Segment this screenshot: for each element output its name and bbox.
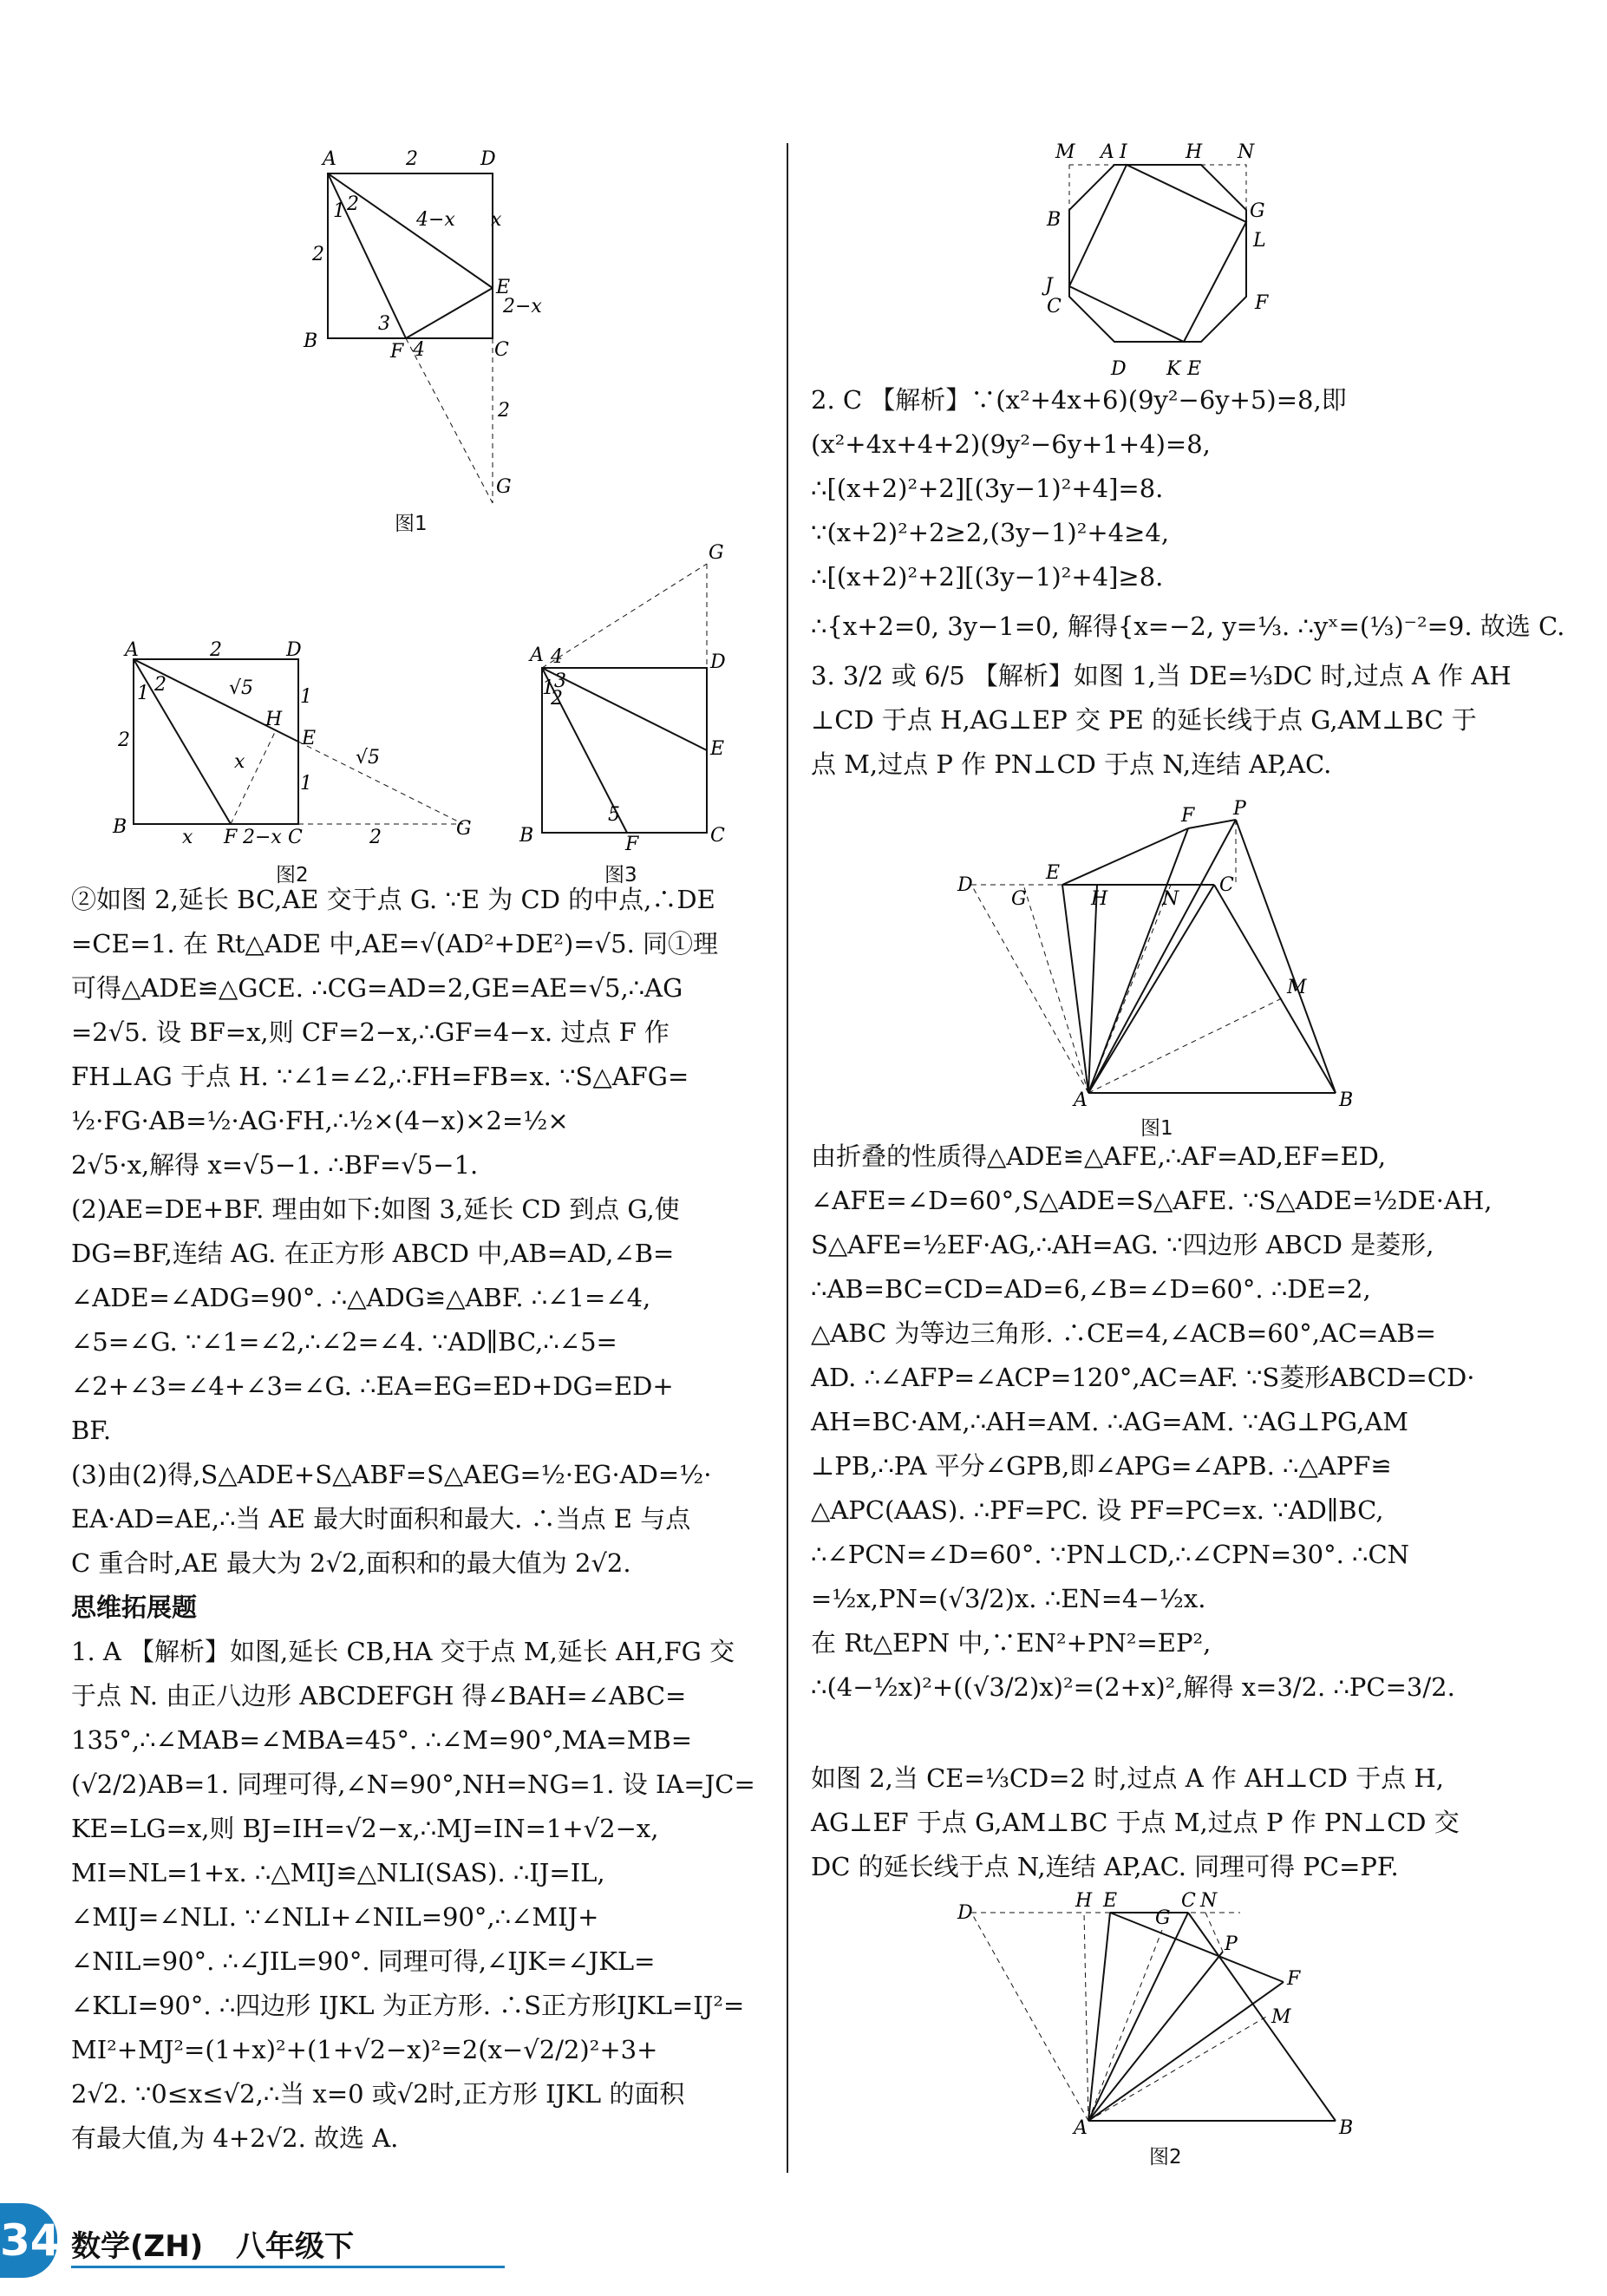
- svg-text:x: x: [491, 209, 502, 231]
- svg-text:H: H: [1075, 1890, 1093, 1912]
- figure-left-1: [295, 139, 555, 524]
- svg-text:H: H: [1091, 888, 1108, 910]
- figure-rhombus-2: [954, 1882, 1370, 2137]
- svg-text:N: N: [1162, 888, 1179, 910]
- svg-text:P: P: [1225, 1933, 1238, 1955]
- text-line: 3. 3/2 或 6/5 【解析】如图 1,当 DE=⅓DC 时,过点 A 作 AH: [811, 661, 1512, 690]
- text-line: ∠ADE=∠ADG=90°. ∴△ADG≌△ABF. ∴∠1=∠4,: [71, 1283, 651, 1312]
- text-line: 在 Rt△EPN 中,∵EN²+PN²=EP²,: [811, 1628, 1212, 1658]
- text-line: EA·AD=AE,∴当 AE 最大时面积和最大. ∴当点 E 与点: [71, 1504, 691, 1534]
- text-line: 点 M,过点 P 作 PN⊥CD 于点 N,连结 AP,AC.: [811, 749, 1332, 779]
- text-line: ½·FG·AB=½·AG·FH,∴½×(4−x)×2=½×: [71, 1106, 569, 1135]
- svg-text:D: D: [957, 1902, 973, 1924]
- text-line: ∠2+∠3=∠4+∠3=∠G. ∴EA=EG=ED+DG=ED+: [71, 1371, 674, 1401]
- svg-text:x: x: [182, 827, 193, 848]
- svg-text:2−x: 2−x: [243, 827, 282, 848]
- svg-text:K: K: [1166, 358, 1181, 380]
- column-divider: [787, 143, 788, 2173]
- figure-octagon: [1036, 139, 1297, 389]
- svg-text:√5: √5: [356, 747, 381, 769]
- svg-text:D: D: [710, 651, 726, 673]
- svg-text:2: 2: [118, 729, 130, 751]
- svg-text:1: 1: [300, 686, 312, 708]
- text-line: ∴∠PCN=∠D=60°. ∵PN⊥CD,∴∠CPN=30°. ∴CN: [811, 1540, 1410, 1569]
- svg-text:D: D: [1111, 358, 1127, 380]
- section-heading: 思维拓展题: [71, 1593, 198, 1622]
- svg-text:2: 2: [551, 688, 563, 710]
- svg-text:F: F: [1287, 1968, 1301, 1990]
- text-line: DC 的延长线于点 N,连结 AP,AC. 同理可得 PC=PF.: [811, 1852, 1399, 1881]
- text-line: =CE=1. 在 Rt△ADE 中,AE=√(AD²+DE²)=√5. 同①理: [71, 929, 718, 958]
- svg-text:1: 1: [333, 200, 345, 222]
- footer-title: [71, 2222, 376, 2265]
- svg-text:E: E: [1046, 862, 1061, 884]
- text-line: ∴{x+2=0, 3y−1=0, 解得{x=−2, y=⅓. ∴yˣ=(⅓)⁻²=9. 故选 C.: [811, 612, 1565, 641]
- svg-text:M: M: [1055, 141, 1075, 163]
- svg-text:F: F: [625, 834, 639, 855]
- svg-text:1: 1: [542, 677, 554, 699]
- svg-text:5: 5: [608, 804, 620, 826]
- text-line: △APC(AAS). ∴PF=PC. 设 PF=PC=x. ∵AD∥BC,: [811, 1495, 1384, 1525]
- svg-text:P: P: [1233, 798, 1246, 820]
- left-text-column: [71, 878, 765, 2161]
- text-line: 如图 2,当 CE=⅓CD=2 时,过点 A 作 AH⊥CD 于点 H,: [811, 1763, 1444, 1793]
- svg-text:2: 2: [312, 244, 324, 265]
- caption-fig2-left: 图2: [276, 864, 309, 886]
- svg-text:1: 1: [300, 773, 312, 795]
- page-number: 34: [0, 2203, 57, 2278]
- text-line: DG=BF,连结 AG. 在正方形 ABCD 中,AB=AD,∠B=: [71, 1239, 675, 1268]
- svg-text:H: H: [1186, 141, 1203, 163]
- footer-grade: 八年级下: [236, 2229, 355, 2264]
- text-line: ∴[(x+2)²+2][(3y−1)²+4]≥8.: [811, 562, 1164, 592]
- svg-text:A: A: [125, 639, 139, 661]
- svg-text:B: B: [1047, 209, 1062, 231]
- svg-text:F: F: [1255, 292, 1269, 314]
- svg-text:N: N: [1238, 141, 1255, 163]
- text-line: (2)AE=DE+BF. 理由如下:如图 3,延长 CD 到点 G,使: [71, 1194, 680, 1224]
- text-line: 135°,∴∠MAB=∠MBA=45°. ∴∠M=90°,MA=MB=: [71, 1725, 693, 1755]
- svg-text:H: H: [265, 709, 283, 730]
- svg-text:2: 2: [369, 827, 382, 848]
- text-line: ∠MIJ=∠NLI. ∵∠NLI+∠NIL=90°,∴∠MIJ+: [71, 1902, 599, 1932]
- svg-text:E: E: [1103, 1890, 1118, 1912]
- svg-text:E: E: [302, 728, 317, 749]
- svg-text:2: 2: [406, 148, 418, 170]
- svg-text:3: 3: [378, 313, 390, 335]
- svg-text:A: A: [323, 148, 336, 170]
- svg-text:I: I: [1120, 141, 1127, 163]
- svg-text:J: J: [1045, 275, 1053, 297]
- svg-text:G: G: [1011, 888, 1027, 910]
- text-line: △ABC 为等边三角形. ∴CE=4,∠ACB=60°,AC=AB=: [811, 1318, 1436, 1348]
- svg-text:B: B: [304, 330, 318, 352]
- svg-text:A: A: [1101, 141, 1114, 163]
- text-line: MI=NL=1+x. ∴△MIJ≌△NLI(SAS). ∴IJ=IL,: [71, 1858, 605, 1887]
- svg-text:2: 2: [154, 674, 167, 696]
- text-line: 可得△ADE≌△GCE. ∴CG=AD=2,GE=AE=√5,∴AG: [71, 973, 683, 1003]
- svg-text:M: M: [1271, 2006, 1291, 2028]
- right-text-column-c: [811, 1756, 1505, 1889]
- right-text-column-a: [811, 378, 1565, 787]
- right-text-column-b: [811, 1135, 1505, 1710]
- figure-rhombus-1: [954, 798, 1370, 1111]
- caption-fig2-right: 图2: [1149, 2146, 1182, 2168]
- text-line: ∠KLI=90°. ∴四边形 IJKL 为正方形. ∴S正方形IJKL=IJ²=: [71, 1991, 745, 2020]
- svg-text:2: 2: [498, 400, 510, 422]
- text-line: C 重合时,AE 最大为 2√2,面积和的最大值为 2√2.: [71, 1548, 631, 1578]
- caption-fig1-left: 图1: [395, 513, 428, 535]
- text-line: ∴AB=BC=CD=AD=6,∠B=∠D=60°. ∴DE=2,: [811, 1274, 1371, 1304]
- svg-text:F: F: [1181, 805, 1195, 827]
- text-line: AG⊥EF 于点 G,AM⊥BC 于点 M,过点 P 作 PN⊥CD 交: [811, 1808, 1460, 1837]
- text-line: 2√2. ∵0≤x≤√2,∴当 x=0 或√2时,正方形 IJKL 的面积: [71, 2079, 685, 2109]
- svg-text:E: E: [496, 277, 511, 298]
- svg-text:1: 1: [137, 683, 149, 704]
- text-line: AH=BC·AM,∴AH=AM. ∴AG=AM. ∵AG⊥PG,AM: [811, 1407, 1408, 1436]
- text-line: 有最大值,为 4+2√2. 故选 A.: [71, 2123, 399, 2153]
- text-line: 1. A 【解析】如图,延长 CB,HA 交于点 M,延长 AH,FG 交: [71, 1637, 735, 1666]
- svg-text:G: G: [456, 818, 472, 840]
- text-line: ②如图 2,延长 BC,AE 交于点 G. ∵E 为 CD 的中点,∴DE: [71, 885, 715, 914]
- svg-text:2: 2: [210, 639, 222, 661]
- svg-text:N: N: [1200, 1890, 1218, 1912]
- svg-text:B: B: [1339, 2117, 1354, 2139]
- text-line: ∠NIL=90°. ∴∠JIL=90°. 同理可得,∠IJK=∠JKL=: [71, 1946, 656, 1976]
- svg-text:A: A: [1074, 1089, 1088, 1111]
- text-line: (√2/2)AB=1. 同理可得,∠N=90°,NH=NG=1. 设 IA=JC=: [71, 1769, 755, 1799]
- text-line: 由折叠的性质得△ADE≌△AFE,∴AF=AD,EF=ED,: [811, 1141, 1387, 1171]
- svg-text:G: G: [496, 476, 512, 498]
- svg-text:C: C: [1181, 1890, 1196, 1912]
- caption-fig1-right: 图1: [1140, 1117, 1173, 1140]
- text-line: =½x,PN=(√3/2)x. ∴EN=4−½x.: [811, 1584, 1206, 1613]
- svg-text:G: G: [1250, 200, 1265, 222]
- text-line: ∴(4−½x)²+((√3/2)x)²=(2+x)²,解得 x=3/2. ∴PC=3/2.: [811, 1672, 1455, 1702]
- svg-text:C: C: [1219, 874, 1234, 896]
- text-line: BF.: [71, 1416, 112, 1445]
- text-line: (x²+4x+4+2)(9y²−6y+1+4)=8,: [811, 429, 1211, 459]
- text-line: ⊥PB,∴PA 平分∠GPB,即∠APG=∠APB. ∴△APF≌: [811, 1451, 1392, 1481]
- svg-text:F: F: [224, 827, 238, 848]
- svg-text:G: G: [1155, 1907, 1171, 1929]
- svg-text:F: F: [390, 341, 404, 363]
- text-line: ∠5=∠G. ∵∠1=∠2,∴∠2=∠4. ∵AD∥BC,∴∠5=: [71, 1327, 617, 1357]
- svg-text:M: M: [1287, 977, 1307, 998]
- text-line: MI²+MJ²=(1+x)²+(1+√2−x)²=2(x−√2/2)²+3+: [71, 2035, 658, 2064]
- svg-text:√5: √5: [229, 677, 254, 699]
- svg-text:D: D: [480, 148, 496, 170]
- svg-text:D: D: [957, 874, 973, 896]
- svg-text:4: 4: [413, 339, 425, 361]
- svg-text:A: A: [1074, 2117, 1088, 2139]
- svg-text:D: D: [286, 639, 302, 661]
- text-line: ⊥CD 于点 H,AG⊥EP 交 PE 的延长线于点 G,AM⊥BC 于: [811, 705, 1477, 735]
- text-line: 2. C 【解析】∵(x²+4x+6)(9y²−6y+5)=8,即: [811, 385, 1347, 415]
- svg-text:A: A: [530, 644, 544, 666]
- svg-text:L: L: [1253, 230, 1266, 252]
- svg-text:E: E: [1187, 358, 1202, 380]
- figure-left-2: [113, 639, 486, 854]
- text-line: 2√5·x,解得 x=√5−1. ∴BF=√5−1.: [71, 1150, 479, 1180]
- svg-text:G: G: [709, 542, 724, 564]
- svg-text:B: B: [1339, 1089, 1354, 1111]
- text-line: KE=LG=x,则 BJ=IH=√2−x,∴MJ=IN=1+√2−x,: [71, 1814, 659, 1843]
- svg-text:C: C: [494, 339, 509, 361]
- text-line: (3)由(2)得,S△ADE+S△ABF=S△AEG=½·EG·AD=½·: [71, 1460, 712, 1489]
- text-line: ∵(x+2)²+2≥2,(3y−1)²+4≥4,: [811, 518, 1170, 547]
- page-footer: [0, 2203, 520, 2281]
- figure-left-3: [516, 542, 741, 855]
- caption-fig3-left: 图3: [604, 864, 637, 886]
- svg-text:B: B: [113, 816, 127, 838]
- svg-text:2−x: 2−x: [503, 296, 542, 317]
- svg-text:C: C: [1047, 296, 1062, 317]
- svg-text:E: E: [710, 738, 725, 760]
- svg-text:4: 4: [551, 646, 563, 668]
- footer-subject: 数学(ZH): [71, 2229, 204, 2264]
- svg-text:B: B: [519, 825, 534, 847]
- footer-rule: [71, 2266, 505, 2268]
- text-line: FH⊥AG 于点 H. ∵∠1=∠2,∴FH=FB=x. ∵S△AFG=: [71, 1062, 689, 1091]
- svg-text:x: x: [234, 751, 245, 773]
- text-line: AD. ∴∠AFP=∠ACP=120°,AC=AF. ∵S菱形ABCD=CD·: [811, 1363, 1475, 1392]
- svg-text:3: 3: [554, 670, 566, 692]
- svg-text:C: C: [288, 827, 303, 848]
- text-line: ∴[(x+2)²+2][(3y−1)²+4]=8.: [811, 474, 1164, 503]
- text-line: S△AFE=½EF·AG,∴AH=AG. ∵四边形 ABCD 是菱形,: [811, 1230, 1434, 1259]
- svg-text:C: C: [710, 825, 725, 847]
- text-line: =2√5. 设 BF=x,则 CF=2−x,∴GF=4−x. 过点 F 作: [71, 1017, 670, 1047]
- text-line: ∠AFE=∠D=60°,S△ADE=S△AFE. ∵S△ADE=½DE·AH,: [811, 1186, 1493, 1215]
- svg-text:2: 2: [347, 193, 359, 215]
- text-line: 于点 N. 由正八边形 ABCDEFGH 得∠BAH=∠ABC=: [71, 1681, 687, 1711]
- svg-text:4−x: 4−x: [416, 209, 455, 231]
